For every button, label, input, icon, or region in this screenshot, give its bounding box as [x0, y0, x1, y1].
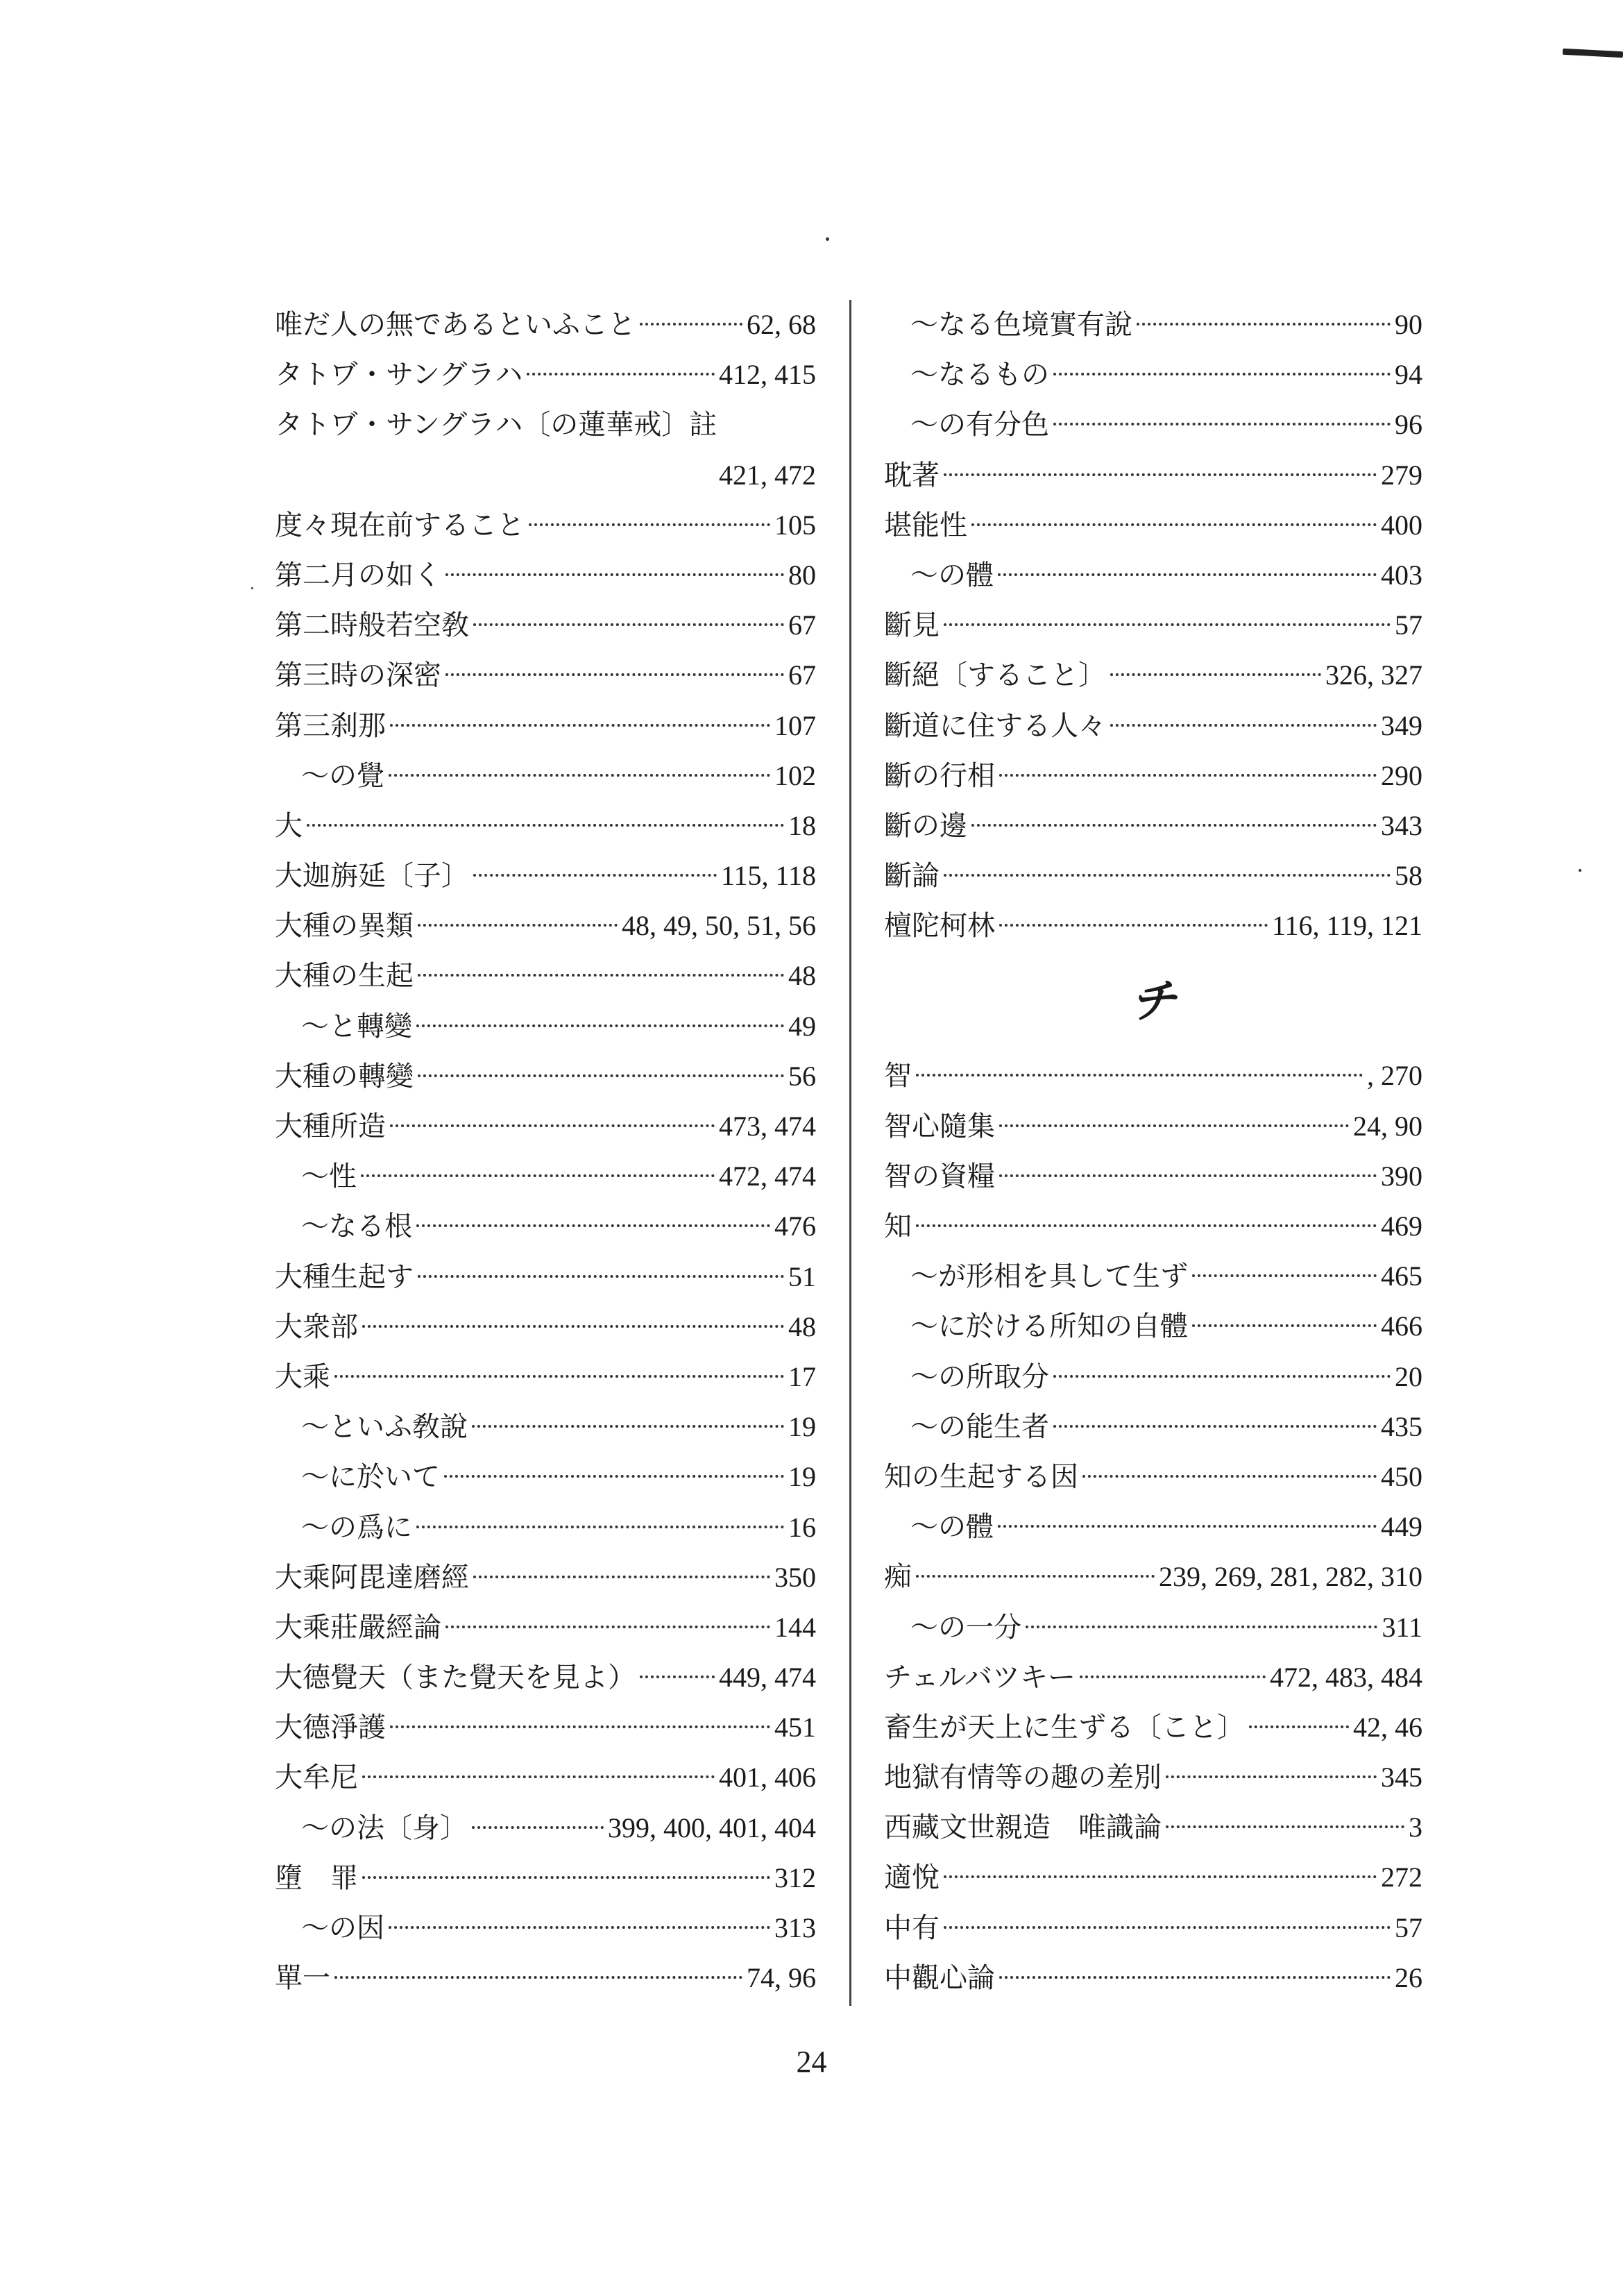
- dot-leader: [944, 473, 1377, 476]
- dot-leader: [416, 1224, 770, 1227]
- entry-page-refs: 74, 96: [747, 1962, 816, 1994]
- dot-leader: [418, 1275, 784, 1278]
- entry-term: 耽著: [884, 459, 940, 491]
- entry-term: 〜の爲に: [301, 1511, 412, 1544]
- entry-term: 大乘阿毘達磨經: [275, 1561, 469, 1594]
- scan-speck: [826, 237, 829, 241]
- entry-term: 斷の邊: [884, 809, 967, 842]
- entry-page-refs: 350: [774, 1561, 816, 1593]
- dot-leader: [416, 1024, 784, 1027]
- entry-term: 〜なる色境實有說: [910, 309, 1132, 341]
- index-entry: [275, 1252, 816, 1302]
- dot-leader: [1249, 1725, 1349, 1728]
- entry-page-refs: 19: [788, 1411, 816, 1443]
- entry-page-refs: 311: [1382, 1611, 1422, 1643]
- dot-leader: [389, 1926, 770, 1929]
- index-entry: [275, 1703, 816, 1753]
- entry-page-refs: 272: [1381, 1862, 1422, 1893]
- index-entry: [275, 550, 816, 600]
- entry-page-refs: 290: [1381, 759, 1422, 791]
- entry-page-refs: 58: [1395, 860, 1422, 892]
- entry-page-refs: 390: [1381, 1160, 1422, 1192]
- dot-leader: [944, 623, 1391, 626]
- dot-leader: [418, 974, 784, 977]
- entry-page-refs: 105: [774, 509, 816, 541]
- entry-page-refs: 116, 119, 121: [1271, 910, 1422, 942]
- dot-leader: [916, 1224, 1377, 1227]
- entry-term: 智: [884, 1060, 912, 1092]
- entry-term: タトヷ・サングラハ〔の蓮華戒〕註: [275, 409, 717, 441]
- dot-leader: [1192, 1324, 1377, 1327]
- index-entry: [884, 650, 1422, 700]
- index-entry: [275, 1603, 816, 1653]
- entry-term: 智の資糧: [884, 1160, 995, 1192]
- entry-term: 第三時の深密: [275, 659, 441, 692]
- dot-leader: [916, 1074, 1363, 1077]
- index-entry: [884, 1151, 1422, 1201]
- index-entry: [275, 901, 816, 951]
- entry-page-refs: 239, 269, 281, 282, 310: [1159, 1561, 1422, 1593]
- entry-term: 第二時般若空敎: [275, 609, 469, 642]
- entry-term: 畜生が天上に生ずる〔こと〕: [884, 1711, 1245, 1744]
- entry-term: 大種生起す: [275, 1260, 414, 1293]
- entry-term: 痴: [884, 1561, 912, 1594]
- index-subentry: [884, 1251, 1422, 1301]
- entry-term: 大: [275, 809, 303, 842]
- dot-leader: [999, 1976, 1391, 1979]
- entry-page-refs: 48, 49, 50, 51, 56: [622, 910, 816, 942]
- index-entry: [275, 650, 816, 700]
- index-entry: [275, 701, 816, 751]
- dot-leader: [445, 1626, 770, 1628]
- entry-term: 斷見: [884, 609, 940, 642]
- index-subentry: [884, 1402, 1422, 1452]
- index-entry: [275, 350, 816, 400]
- index-subentry: [884, 1352, 1422, 1402]
- entry-term: 知: [884, 1210, 912, 1242]
- index-entry: [884, 1552, 1422, 1602]
- index-subentry: [884, 350, 1422, 400]
- entry-term: 大衆部: [275, 1310, 358, 1343]
- entry-term: 〜の體: [910, 1511, 994, 1544]
- entry-page-refs: 343: [1381, 809, 1422, 841]
- index-subentry: [275, 751, 816, 801]
- entry-page-refs: 62, 68: [747, 309, 816, 340]
- entry-term: 斷道に住する人々: [884, 709, 1106, 742]
- index-subentry: [884, 1502, 1422, 1552]
- dot-leader: [1192, 1274, 1377, 1277]
- entry-term: 堪能性: [884, 509, 967, 541]
- entry-page-refs: 144: [774, 1611, 816, 1643]
- entry-page-refs: 401, 406: [719, 1762, 816, 1793]
- dot-leader: [527, 373, 715, 375]
- entry-page-refs: 472, 474: [719, 1160, 816, 1192]
- index-entry: [884, 1703, 1422, 1753]
- entry-page-refs: 412, 415: [719, 359, 816, 391]
- entry-term: 墮 罪: [275, 1862, 358, 1894]
- entry-page-refs: 312: [774, 1862, 816, 1893]
- dot-leader: [1080, 1675, 1266, 1678]
- entry-term: 〜の因: [301, 1912, 384, 1944]
- entry-page-refs: 421, 472: [719, 459, 816, 491]
- column-divider: [849, 300, 851, 2006]
- entry-term: 〜の有分色: [910, 409, 1049, 441]
- entry-term: 大乘: [275, 1360, 330, 1393]
- entry-page-refs: 399, 400, 401, 404: [608, 1812, 816, 1843]
- entry-term: 中觀心論: [884, 1961, 995, 1994]
- entry-term: 〜が形相を具して生ず: [910, 1260, 1188, 1293]
- dot-leader: [529, 523, 770, 526]
- index-subentry: [884, 1301, 1422, 1351]
- entry-term: タトヷ・サングラハ: [275, 359, 523, 391]
- entry-page-refs: 349: [1381, 709, 1422, 741]
- dot-leader: [1137, 323, 1391, 326]
- index-entry: [275, 1653, 816, 1703]
- index-entry: [275, 1953, 816, 2003]
- entry-page-refs: 94: [1395, 359, 1422, 391]
- dot-leader: [944, 1875, 1377, 1878]
- entry-page-refs: 450: [1381, 1460, 1422, 1492]
- index-entry: [275, 300, 816, 350]
- entry-term: 〜の一分: [910, 1611, 1021, 1644]
- entry-term: 斷絕〔すること〕: [884, 659, 1106, 692]
- section-heading-chi: チ: [1130, 974, 1176, 1029]
- dot-leader: [916, 1575, 1155, 1578]
- entry-term: 〜に於ける所知の自體: [910, 1310, 1188, 1343]
- dot-leader: [999, 924, 1268, 927]
- index-entry: [275, 1302, 816, 1352]
- entry-term: 〜の能生者: [910, 1410, 1049, 1443]
- entry-page-refs: 435: [1381, 1410, 1422, 1442]
- entry-page-refs: 67: [788, 609, 816, 641]
- entry-term: 唯だ人の無であるといふこと: [275, 309, 636, 341]
- index-entry: [275, 801, 816, 851]
- entry-page-refs: 24, 90: [1353, 1110, 1422, 1142]
- entry-term: 〜の所取分: [910, 1360, 1049, 1393]
- index-entry: [884, 851, 1422, 901]
- index-subentry: [884, 550, 1422, 600]
- index-subentry: [275, 1002, 816, 1052]
- dot-leader: [334, 1976, 742, 1979]
- entry-term: 大德淨護: [275, 1712, 386, 1744]
- entry-page-refs: 115, 118: [720, 860, 816, 892]
- dot-leader: [362, 1325, 784, 1328]
- entry-term: 斷論: [884, 860, 940, 893]
- index-entry: [884, 1101, 1422, 1151]
- entry-page-refs: , 270: [1367, 1060, 1422, 1092]
- entry-term: 〜の覺: [301, 759, 384, 792]
- entry-page-refs: 472, 483, 484: [1270, 1661, 1422, 1693]
- index-entry: [884, 1201, 1422, 1251]
- entry-page-refs: 107: [774, 709, 816, 741]
- index-entry: [275, 1753, 816, 1803]
- entry-page-refs: 48: [788, 960, 816, 992]
- index-entry: [884, 801, 1422, 851]
- entry-term: チェルバツキー: [884, 1661, 1076, 1694]
- index-entry: [884, 1051, 1422, 1101]
- entry-page-refs: 57: [1395, 609, 1422, 641]
- index-subentry: [884, 400, 1422, 450]
- dot-leader: [472, 1425, 784, 1428]
- entry-page-refs: 449: [1381, 1511, 1422, 1543]
- entry-term: 第二月の如く: [275, 559, 441, 591]
- entry-term: 〜と轉變: [301, 1010, 412, 1043]
- index-subentry: [275, 1452, 816, 1502]
- index-entry: [275, 500, 816, 550]
- dot-leader: [1166, 1775, 1377, 1778]
- entry-page-refs: 67: [788, 659, 816, 691]
- index-entry: [884, 600, 1422, 650]
- index-entry: [275, 600, 816, 650]
- entry-page-refs: 18: [788, 809, 816, 841]
- dot-leader: [307, 824, 784, 827]
- dot-leader: [1053, 373, 1391, 375]
- dot-leader: [1110, 673, 1321, 676]
- dot-leader: [334, 1375, 784, 1378]
- entry-term: 大牟尼: [275, 1762, 358, 1794]
- dot-leader: [473, 874, 717, 877]
- entry-term: 斷の行相: [884, 759, 995, 792]
- dot-leader: [390, 1124, 715, 1127]
- entry-term: 大德覺天（また覺天を見よ）: [275, 1662, 636, 1694]
- dot-leader: [418, 1074, 784, 1077]
- entry-term: 〜性: [301, 1160, 357, 1193]
- entry-page-refs: 17: [788, 1360, 816, 1392]
- scan-speck: [1579, 869, 1581, 872]
- index-entry: [884, 1803, 1422, 1852]
- index-column-left: [275, 300, 816, 2003]
- entry-term: 〜なるもの: [910, 359, 1049, 391]
- dot-leader: [444, 1475, 784, 1478]
- index-subentry: [884, 1603, 1422, 1653]
- index-entry: [884, 1903, 1422, 1953]
- entry-page-refs: 26: [1395, 1961, 1422, 1993]
- index-entry: [275, 1352, 816, 1402]
- entry-page-refs: 3: [1409, 1812, 1422, 1843]
- entry-page-refs: 400: [1381, 509, 1422, 541]
- dot-leader: [1053, 1425, 1377, 1428]
- index-subentry: [275, 1201, 816, 1251]
- index-entry: [275, 1052, 816, 1101]
- dot-leader: [971, 523, 1377, 526]
- index-subentry: [275, 1402, 816, 1452]
- dot-leader: [999, 1174, 1377, 1177]
- index-subentry: [275, 1903, 816, 1953]
- entry-term: 西藏文世親造 唯識論: [884, 1812, 1162, 1844]
- dot-leader: [944, 874, 1391, 877]
- entry-page-refs: 102: [774, 759, 816, 791]
- dot-leader: [473, 623, 784, 626]
- entry-term: 度々現在前すること: [275, 509, 525, 541]
- index-subentry: [275, 1151, 816, 1201]
- entry-page-refs: 465: [1381, 1260, 1422, 1292]
- index-entry: [275, 951, 816, 1001]
- entry-term: 〜の體: [910, 559, 994, 591]
- index-column-right: [884, 300, 1422, 2003]
- dot-leader: [999, 1124, 1349, 1127]
- entry-term: 〜の法〔身〕: [301, 1812, 468, 1844]
- entry-term: 檀陀柯林: [884, 910, 995, 943]
- index-group-chi: [884, 1051, 1422, 2003]
- dot-leader: [998, 573, 1377, 576]
- scan-edge-mark: [1563, 49, 1623, 58]
- entry-term: 適悅: [884, 1862, 940, 1894]
- index-entry: [275, 400, 816, 450]
- entry-term: 〜といふ敎說: [301, 1411, 468, 1444]
- dot-leader: [640, 1675, 715, 1678]
- entry-page-refs: 49: [788, 1010, 816, 1042]
- entry-page-refs: 96: [1395, 409, 1422, 441]
- dot-leader: [473, 1576, 770, 1578]
- entry-term: 中有: [884, 1911, 940, 1944]
- dot-leader: [472, 1826, 604, 1829]
- dot-leader: [418, 924, 618, 927]
- entry-page-refs: 16: [788, 1511, 816, 1543]
- entry-page-refs: 48: [788, 1310, 816, 1342]
- entry-page-refs: 57: [1395, 1911, 1422, 1943]
- entry-term: 大迦旃延〔子〕: [275, 860, 469, 893]
- index-group-ta-continued: [884, 300, 1422, 951]
- entry-page-refs: 326, 327: [1325, 659, 1422, 691]
- dot-leader: [1110, 724, 1377, 727]
- entry-page-refs: 403: [1381, 559, 1422, 591]
- entry-term: 第三刹那: [275, 709, 386, 742]
- dot-leader: [1082, 1475, 1377, 1478]
- index-entry: [884, 701, 1422, 751]
- dot-leader: [1053, 1375, 1391, 1378]
- dot-leader: [362, 1775, 715, 1778]
- dot-leader: [1053, 423, 1391, 425]
- entry-page-refs: 19: [788, 1461, 816, 1493]
- index-entry: [884, 1953, 1422, 2003]
- entry-page-refs: 51: [788, 1260, 816, 1292]
- index-entry: [275, 1101, 816, 1151]
- entry-page-refs: 56: [788, 1060, 816, 1092]
- entry-term: 大種の異類: [275, 910, 414, 943]
- dot-leader: [445, 673, 784, 676]
- index-entry: [884, 1852, 1422, 1902]
- dot-leader: [971, 824, 1377, 827]
- index-entry: [884, 1452, 1422, 1502]
- index-entry: [884, 500, 1422, 550]
- entry-term: 單一: [275, 1962, 330, 1995]
- entry-term: 大乘莊嚴經論: [275, 1611, 441, 1644]
- index-subentry: [275, 1803, 816, 1853]
- entry-page-refs: 90: [1395, 309, 1422, 340]
- dot-leader: [416, 1526, 784, 1528]
- entry-page-refs: 313: [774, 1912, 816, 1943]
- entry-page-refs: 473, 474: [719, 1111, 816, 1142]
- index-entry: [884, 450, 1422, 500]
- dot-leader: [389, 774, 770, 777]
- entry-term: 大種の轉變: [275, 1060, 414, 1092]
- entry-page-refs: 20: [1395, 1360, 1422, 1392]
- dot-leader: [390, 1725, 770, 1728]
- entry-page-refs: 451: [774, 1712, 816, 1744]
- dot-leader: [999, 774, 1377, 777]
- index-entry: [275, 851, 816, 901]
- entry-page-refs: 345: [1381, 1762, 1422, 1793]
- index-subentry: [884, 300, 1422, 350]
- dot-leader: [390, 724, 770, 727]
- index-subentry: [275, 1503, 816, 1553]
- entry-page-refs: 80: [788, 559, 816, 591]
- entry-page-refs: 279: [1381, 459, 1422, 491]
- entry-term: 大種所造: [275, 1111, 386, 1142]
- entry-page-refs: 449, 474: [719, 1662, 816, 1694]
- dot-leader: [998, 1525, 1377, 1528]
- entry-page-refs: 42, 46: [1353, 1711, 1422, 1743]
- entry-page-refs: 476: [774, 1210, 816, 1242]
- page-number: 24: [796, 2045, 827, 2079]
- dot-leader: [640, 323, 742, 326]
- entry-term: 〜なる根: [301, 1210, 412, 1243]
- dot-leader: [445, 573, 784, 576]
- dot-leader: [362, 1876, 770, 1879]
- entry-term: 地獄有情等の趣の差別: [884, 1762, 1162, 1794]
- entry-term: 智心隨集: [884, 1110, 995, 1142]
- index-entry: [884, 751, 1422, 801]
- index-entry: [884, 901, 1422, 951]
- entry-page-refs: 466: [1381, 1310, 1422, 1342]
- dot-leader: [1026, 1626, 1377, 1628]
- index-entry: [275, 450, 816, 500]
- dot-leader: [1166, 1825, 1404, 1828]
- entry-term: 大種の生起: [275, 960, 414, 993]
- index-entry: [275, 1853, 816, 1903]
- entry-page-refs: 469: [1381, 1210, 1422, 1242]
- entry-term: 知の生起する因: [884, 1460, 1078, 1493]
- entry-term: 〜に於いて: [301, 1461, 440, 1494]
- dot-leader: [361, 1174, 715, 1177]
- dot-leader: [944, 1926, 1391, 1929]
- index-entry: [275, 1553, 816, 1603]
- index-entry: [884, 1653, 1422, 1703]
- scan-speck: [251, 587, 253, 589]
- index-entry: [884, 1753, 1422, 1803]
